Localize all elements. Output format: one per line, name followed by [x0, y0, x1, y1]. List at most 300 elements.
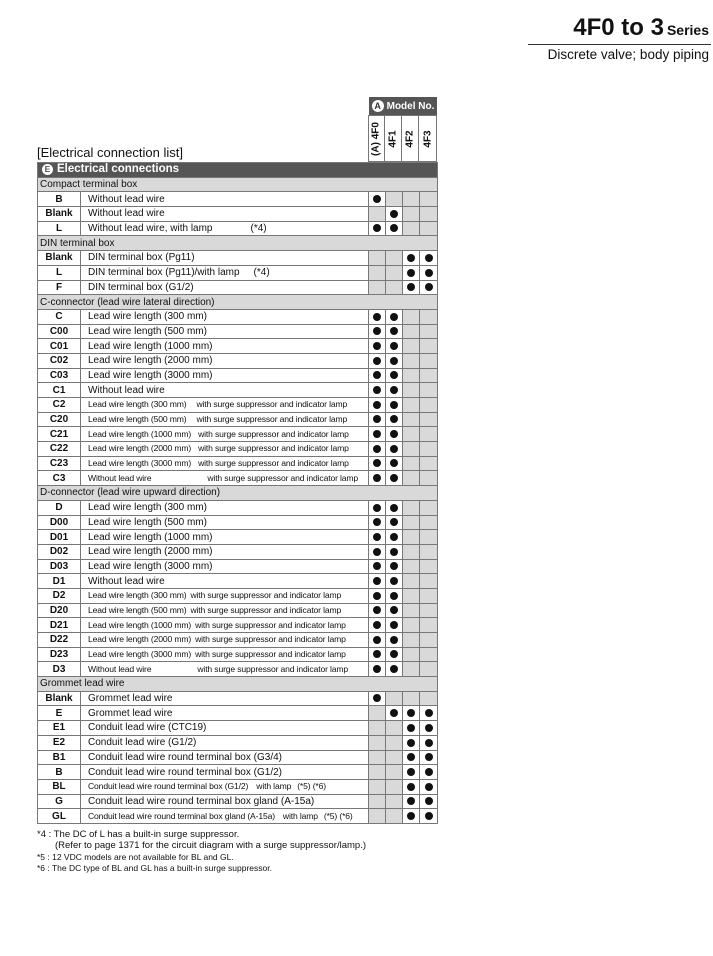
- mark-cell-4f2: [403, 530, 420, 545]
- row-code: D02: [38, 544, 81, 559]
- mark-cell-4f3: [420, 368, 438, 383]
- row-description: [81, 324, 369, 339]
- mark-cell-4f2: [403, 324, 420, 339]
- table-row: [38, 471, 438, 486]
- mark-cell-a4f0: [369, 588, 386, 603]
- mark-cell-a4f0: [369, 515, 386, 530]
- table-row: [38, 368, 438, 383]
- mark-cell-4f3: [420, 398, 438, 413]
- row-desc-text: Without lead wire: [88, 193, 165, 205]
- row-code: E: [38, 706, 81, 721]
- mark-cell-a4f0: [369, 324, 386, 339]
- mark-cell-4f1: [386, 207, 403, 222]
- row-description: [81, 471, 369, 486]
- mark-cell-4f3: [420, 280, 438, 295]
- mark-cell-4f1: [386, 544, 403, 559]
- row-description: [81, 207, 369, 222]
- availability-dot: [390, 430, 398, 438]
- row-description: [81, 794, 369, 809]
- mark-cell-4f1: [386, 309, 403, 324]
- row-code: L: [38, 265, 81, 280]
- row-description: [81, 544, 369, 559]
- availability-dot: [407, 724, 415, 732]
- row-desc-text: Without lead wire: [88, 575, 165, 587]
- section-title: DIN terminal box: [38, 236, 438, 251]
- mark-cell-4f2: [403, 339, 420, 354]
- mark-cell-4f3: [420, 706, 438, 721]
- row-desc-text: Lead wire length (3000 mm): [88, 369, 213, 381]
- model-col-label: 4F2: [404, 129, 416, 148]
- mark-cell-4f2: [403, 691, 420, 706]
- mark-cell-a4f0: [369, 809, 386, 824]
- mark-cell-a4f0: [369, 456, 386, 471]
- row-code: B1: [38, 750, 81, 765]
- mark-cell-4f2: [403, 794, 420, 809]
- row-description: [81, 691, 369, 706]
- availability-dot: [390, 445, 398, 453]
- row-code: D23: [38, 647, 81, 662]
- row-description: [81, 515, 369, 530]
- mark-cell-4f3: [420, 735, 438, 750]
- mark-cell-4f3: [420, 324, 438, 339]
- availability-dot: [390, 518, 398, 526]
- mark-cell-4f3: [420, 721, 438, 736]
- row-description: [81, 750, 369, 765]
- mark-cell-4f3: [420, 383, 438, 398]
- mark-cell-4f2: [403, 383, 420, 398]
- row-desc-note: (*5) (*6): [323, 810, 353, 821]
- row-description: [81, 765, 369, 780]
- mark-cell-4f3: [420, 515, 438, 530]
- table-row: [38, 588, 438, 603]
- row-code: E2: [38, 735, 81, 750]
- mark-cell-4f3: [420, 603, 438, 618]
- row-code: Blank: [38, 691, 81, 706]
- row-description: [81, 559, 369, 574]
- list-title: [Electrical connection list]: [37, 145, 183, 160]
- availability-dot: [407, 709, 415, 717]
- table-row: [38, 662, 438, 677]
- availability-dot: [390, 459, 398, 467]
- model-no-header: [369, 97, 437, 115]
- mark-cell-4f3: [420, 618, 438, 633]
- mark-cell-4f2: [403, 603, 420, 618]
- table-row: [38, 618, 438, 633]
- row-description: [81, 339, 369, 354]
- row-desc-text: Lead wire length (300 mm): [88, 399, 187, 410]
- availability-dot: [373, 636, 381, 644]
- mark-cell-4f3: [420, 221, 438, 236]
- row-desc-note: (*5) (*6): [297, 781, 326, 792]
- row-desc-text: Conduit lead wire round terminal box (G1/2): [88, 781, 249, 792]
- table-row: [38, 515, 438, 530]
- availability-dot: [390, 474, 398, 482]
- mark-cell-a4f0: [369, 368, 386, 383]
- mark-cell-a4f0: [369, 427, 386, 442]
- mark-cell-4f1: [386, 353, 403, 368]
- mark-cell-4f1: [386, 265, 403, 280]
- availability-dot: [425, 283, 433, 291]
- row-desc-extra: with surge suppressor and indicator lamp: [198, 443, 349, 454]
- mark-cell-4f3: [420, 251, 438, 266]
- availability-dot: [390, 548, 398, 556]
- row-desc-text: Lead wire length (500 mm): [88, 516, 207, 528]
- row-description: [81, 456, 369, 471]
- row-code: D3: [38, 662, 81, 677]
- mark-cell-4f2: [403, 515, 420, 530]
- row-description: [81, 398, 369, 413]
- row-desc-text: Lead wire length (500 mm): [88, 414, 187, 425]
- model-col-4f1: [385, 115, 402, 162]
- mark-cell-4f3: [420, 750, 438, 765]
- electrical-connection-table: [37, 162, 438, 824]
- mark-cell-4f2: [403, 633, 420, 648]
- row-desc-extra: with surge suppressor and indicator lamp: [195, 649, 346, 660]
- model-col-label: (A) 4F0: [370, 121, 382, 156]
- row-desc-text: Without lead wire: [88, 384, 165, 396]
- row-description: [81, 588, 369, 603]
- mark-cell-a4f0: [369, 706, 386, 721]
- availability-dot: [407, 254, 415, 262]
- row-code: C1: [38, 383, 81, 398]
- availability-dot: [373, 665, 381, 673]
- mark-cell-4f2: [403, 721, 420, 736]
- mark-cell-4f1: [386, 192, 403, 207]
- row-code: C21: [38, 427, 81, 442]
- row-desc-text: Lead wire length (2000 mm): [88, 546, 213, 558]
- mark-cell-4f2: [403, 456, 420, 471]
- table-row: [38, 456, 438, 471]
- row-desc-text: Lead wire length (500 mm): [88, 325, 207, 337]
- availability-dot: [373, 548, 381, 556]
- availability-dot: [425, 269, 433, 277]
- mark-cell-4f1: [386, 412, 403, 427]
- mark-cell-4f3: [420, 471, 438, 486]
- mark-cell-4f1: [386, 339, 403, 354]
- mark-cell-4f1: [386, 647, 403, 662]
- model-col-4f2: [402, 115, 419, 162]
- section-row: [38, 295, 438, 310]
- availability-dot: [390, 504, 398, 512]
- title-rule: [528, 44, 711, 45]
- section-title: Compact terminal box: [38, 177, 438, 192]
- availability-dot: [425, 753, 433, 761]
- mark-cell-4f2: [403, 398, 420, 413]
- row-desc-text: Conduit lead wire round terminal box gland (A-15a): [88, 795, 315, 807]
- availability-dot: [373, 224, 381, 232]
- mark-cell-a4f0: [369, 442, 386, 457]
- banner-row: [38, 163, 438, 178]
- mark-cell-4f1: [386, 588, 403, 603]
- mark-cell-a4f0: [369, 779, 386, 794]
- availability-dot: [390, 636, 398, 644]
- table-row: [38, 324, 438, 339]
- table-row: [38, 192, 438, 207]
- table-row: [38, 207, 438, 222]
- mark-cell-a4f0: [369, 794, 386, 809]
- availability-dot: [373, 313, 381, 321]
- section-title: D-connector (lead wire upward direction): [38, 486, 438, 501]
- row-desc-extra: with surge suppressor and indicator lamp: [195, 619, 346, 630]
- availability-dot: [373, 474, 381, 482]
- row-desc-extra: with surge suppressor and indicator lamp: [195, 634, 346, 645]
- section-title: Grommet lead wire: [38, 677, 438, 692]
- row-description: [81, 603, 369, 618]
- row-desc-note: (*4): [253, 267, 270, 279]
- mark-cell-4f1: [386, 662, 403, 677]
- availability-dot: [373, 577, 381, 585]
- row-code: Blank: [38, 251, 81, 266]
- mark-cell-4f1: [386, 559, 403, 574]
- row-description: [81, 618, 369, 633]
- mark-cell-4f1: [386, 691, 403, 706]
- row-code: C2: [38, 398, 81, 413]
- row-code: B: [38, 765, 81, 780]
- footnote-4: *4 : The DC of L has a built-in surge suppressor.: [37, 829, 240, 840]
- row-desc-text: Without lead wire: [88, 663, 152, 674]
- row-desc-text: Lead wire length (500 mm): [88, 604, 187, 615]
- availability-dot: [390, 327, 398, 335]
- table-row: [38, 735, 438, 750]
- table-row: [38, 309, 438, 324]
- mark-cell-4f2: [403, 647, 420, 662]
- mark-cell-4f3: [420, 633, 438, 648]
- availability-dot: [390, 533, 398, 541]
- mark-cell-4f1: [386, 324, 403, 339]
- mark-cell-4f3: [420, 574, 438, 589]
- mark-cell-4f1: [386, 603, 403, 618]
- row-description: [81, 412, 369, 427]
- row-code: BL: [38, 779, 81, 794]
- mark-cell-a4f0: [369, 221, 386, 236]
- availability-dot: [373, 504, 381, 512]
- mark-cell-4f1: [386, 721, 403, 736]
- mark-cell-4f2: [403, 750, 420, 765]
- availability-dot: [425, 768, 433, 776]
- table-row: [38, 647, 438, 662]
- mark-cell-a4f0: [369, 265, 386, 280]
- row-desc-text: Lead wire length (2000 mm): [88, 634, 192, 645]
- row-code: Blank: [38, 207, 81, 222]
- mark-cell-4f1: [386, 368, 403, 383]
- row-desc-text: Grommet lead wire: [88, 707, 173, 719]
- series-title: [573, 14, 709, 42]
- footnote-6: *6 : The DC type of BL and GL has a built-in surge suppressor.: [37, 862, 272, 873]
- row-desc-extra: with surge suppressor and indicator lamp: [207, 472, 359, 483]
- section-row: [38, 677, 438, 692]
- row-desc-text: Lead wire length (3000 mm): [88, 458, 192, 469]
- footnotes: [37, 829, 366, 874]
- row-desc-text: Conduit lead wire (G1/2): [88, 737, 197, 749]
- row-desc-extra: with surge suppressor and indicator lamp: [196, 414, 348, 425]
- availability-dot: [373, 592, 381, 600]
- mark-cell-4f2: [403, 735, 420, 750]
- row-description: [81, 265, 369, 280]
- row-code: C03: [38, 368, 81, 383]
- footnote-4-ref: (Refer to page 1371 for the circuit diagram with a surge suppressor/lamp.): [55, 840, 367, 852]
- row-code: GL: [38, 809, 81, 824]
- row-description: [81, 221, 369, 236]
- row-description: [81, 353, 369, 368]
- row-code: C: [38, 309, 81, 324]
- mark-cell-4f1: [386, 735, 403, 750]
- mark-cell-a4f0: [369, 559, 386, 574]
- mark-cell-a4f0: [369, 574, 386, 589]
- row-code: D01: [38, 530, 81, 545]
- availability-dot: [373, 327, 381, 335]
- table-row: [38, 721, 438, 736]
- row-description: [81, 647, 369, 662]
- availability-dot: [407, 753, 415, 761]
- mark-cell-a4f0: [369, 412, 386, 427]
- mark-cell-4f1: [386, 221, 403, 236]
- availability-dot: [373, 694, 381, 702]
- row-desc-extra: with surge suppressor and indicator lamp: [198, 458, 349, 469]
- table-row: [38, 251, 438, 266]
- mark-cell-a4f0: [369, 721, 386, 736]
- availability-dot: [390, 606, 398, 614]
- table-body: [38, 163, 438, 824]
- row-code: C3: [38, 471, 81, 486]
- availability-dot: [373, 533, 381, 541]
- row-desc-text: Without lead wire, with lamp: [88, 223, 213, 235]
- mark-cell-4f2: [403, 779, 420, 794]
- mark-cell-4f1: [386, 515, 403, 530]
- mark-cell-a4f0: [369, 309, 386, 324]
- row-description: [81, 192, 369, 207]
- table-row: [38, 779, 438, 794]
- row-code: D20: [38, 603, 81, 618]
- mark-cell-4f2: [403, 280, 420, 295]
- mark-cell-a4f0: [369, 471, 386, 486]
- mark-cell-a4f0: [369, 662, 386, 677]
- row-desc-text: Conduit lead wire round terminal box gland (A-15a): [88, 810, 275, 821]
- availability-dot: [373, 342, 381, 350]
- availability-dot: [407, 739, 415, 747]
- table-row: [38, 794, 438, 809]
- mark-cell-4f2: [403, 706, 420, 721]
- mark-cell-4f1: [386, 251, 403, 266]
- mark-cell-4f1: [386, 442, 403, 457]
- row-desc-text: Lead wire length (300 mm): [88, 311, 207, 323]
- mark-cell-a4f0: [369, 603, 386, 618]
- availability-dot: [407, 768, 415, 776]
- row-description: [81, 530, 369, 545]
- banner-cell: [38, 163, 438, 178]
- mark-cell-a4f0: [369, 398, 386, 413]
- section-title: C-connector (lead wire lateral direction): [38, 295, 438, 310]
- mark-cell-4f2: [403, 471, 420, 486]
- mark-cell-4f1: [386, 500, 403, 515]
- availability-dot: [390, 415, 398, 423]
- table-row: [38, 427, 438, 442]
- row-desc-extra: with surge suppressor and indicator lamp: [196, 399, 348, 410]
- row-description: [81, 779, 369, 794]
- mark-cell-a4f0: [369, 192, 386, 207]
- row-desc-text: Conduit lead wire round terminal box (G3/4): [88, 751, 282, 763]
- row-code: C22: [38, 442, 81, 457]
- row-code: D: [38, 500, 81, 515]
- mark-cell-4f3: [420, 809, 438, 824]
- mark-cell-a4f0: [369, 750, 386, 765]
- series-suffix: Series: [666, 22, 709, 38]
- mark-cell-4f2: [403, 588, 420, 603]
- mark-cell-4f3: [420, 192, 438, 207]
- mark-cell-a4f0: [369, 353, 386, 368]
- mark-cell-4f2: [403, 427, 420, 442]
- table-row: [38, 603, 438, 618]
- model-col-4f0: [368, 115, 385, 162]
- row-desc-extra: with surge suppressor and indicator lamp: [197, 663, 349, 674]
- row-code: D00: [38, 515, 81, 530]
- row-description: [81, 442, 369, 457]
- mark-cell-4f1: [386, 530, 403, 545]
- mark-cell-4f3: [420, 456, 438, 471]
- row-code: D1: [38, 574, 81, 589]
- mark-cell-4f1: [386, 750, 403, 765]
- availability-dot: [390, 210, 398, 218]
- availability-dot: [373, 430, 381, 438]
- row-desc-text: DIN terminal box (G1/2): [88, 281, 194, 293]
- row-description: [81, 368, 369, 383]
- row-desc-text: Lead wire length (3000 mm): [88, 649, 192, 660]
- mark-cell-a4f0: [369, 207, 386, 222]
- mark-cell-4f2: [403, 544, 420, 559]
- row-description: [81, 706, 369, 721]
- row-desc-extra: with surge suppressor and indicator lamp: [190, 604, 342, 615]
- mark-cell-4f1: [386, 280, 403, 295]
- row-description: [81, 280, 369, 295]
- mark-cell-a4f0: [369, 735, 386, 750]
- footnote-5: *5 : 12 VDC models are not available for BL and GL.: [37, 851, 234, 862]
- table-row: [38, 265, 438, 280]
- mark-cell-4f1: [386, 706, 403, 721]
- mark-cell-4f3: [420, 339, 438, 354]
- row-code: D03: [38, 559, 81, 574]
- row-desc-text: Lead wire length (3000 mm): [88, 560, 213, 572]
- section-row: [38, 236, 438, 251]
- row-desc-extra: with surge suppressor and indicator lamp: [190, 590, 342, 601]
- row-description: [81, 662, 369, 677]
- mark-cell-a4f0: [369, 530, 386, 545]
- mark-cell-4f3: [420, 207, 438, 222]
- availability-dot: [390, 709, 398, 717]
- mark-cell-4f2: [403, 309, 420, 324]
- row-desc-text: Lead wire length (1000 mm): [88, 619, 192, 630]
- table-row: [38, 765, 438, 780]
- row-code: C20: [38, 412, 81, 427]
- mark-cell-4f2: [403, 412, 420, 427]
- mark-cell-4f2: [403, 368, 420, 383]
- mark-cell-4f2: [403, 574, 420, 589]
- mark-cell-4f3: [420, 265, 438, 280]
- availability-dot: [373, 562, 381, 570]
- model-col-label: 4F3: [422, 129, 433, 148]
- mark-cell-4f3: [420, 691, 438, 706]
- availability-dot: [407, 797, 415, 805]
- table-row: [38, 280, 438, 295]
- mark-cell-a4f0: [369, 765, 386, 780]
- table-row: [38, 530, 438, 545]
- table-row: [38, 412, 438, 427]
- availability-dot: [390, 313, 398, 321]
- mark-cell-4f3: [420, 765, 438, 780]
- row-code: C02: [38, 353, 81, 368]
- mark-cell-4f1: [386, 471, 403, 486]
- mark-cell-4f2: [403, 662, 420, 677]
- row-code: E1: [38, 721, 81, 736]
- mark-cell-4f2: [403, 809, 420, 824]
